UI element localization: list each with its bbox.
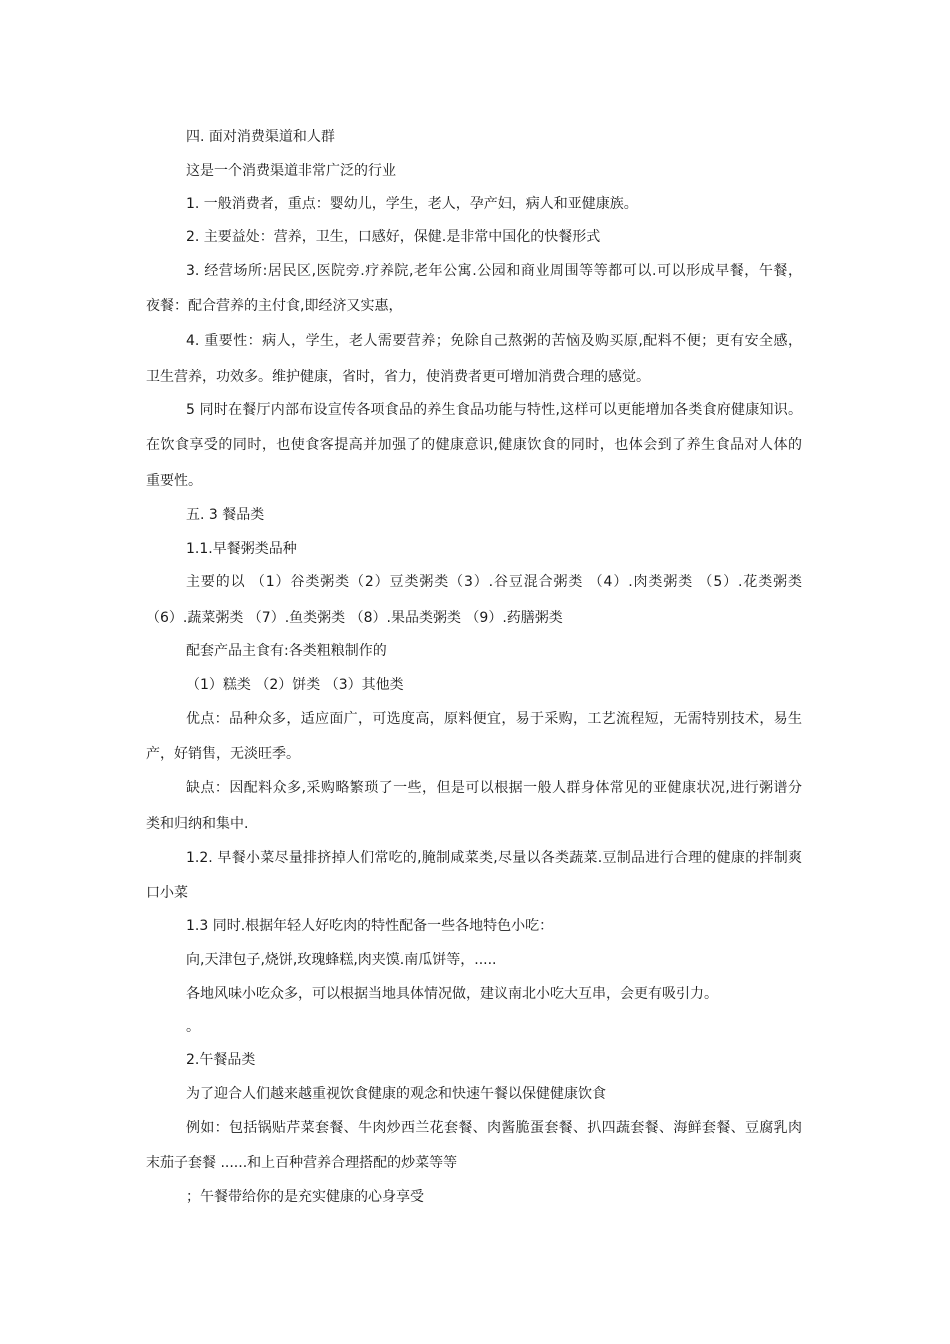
paragraph-line: 卫生营养，功效多。维护健康，省时，省力，使消费者更可增加消费合理的感觉。 xyxy=(146,369,650,385)
subheading-lunch: 2.午餐品类 xyxy=(186,1052,256,1068)
paragraph-line: （1）糕类 （2）饼类 （3）其他类 xyxy=(186,677,404,693)
paragraph-line: 这是一个消费渠道非常广泛的行业 xyxy=(186,163,396,179)
paragraph-line: 末茄子套餐 ......和上百种营养合理搭配的炒菜等等 xyxy=(146,1155,458,1171)
list-item-consumers: 1. 一般消费者，重点：婴幼儿，学生，老人，孕产妇，病人和亚健康族。 xyxy=(186,196,638,212)
paragraph-line: 配套产品主食有:各类粗粮制作的 xyxy=(186,643,387,659)
paragraph-examples: 例如：包括锅贴芹菜套餐、牛肉炒西兰花套餐、肉酱脆蛋套餐、扒四蔬套餐、海鲜套餐、豆腐乳肉 xyxy=(186,1120,802,1136)
paragraph-line: 类和归纳和集中. xyxy=(146,816,249,832)
paragraph-line: 主要的以 （1）谷类粥类（2）豆类粥类（3）.谷豆混合粥类 （4）.肉类粥类 （5）.花类粥类 xyxy=(186,574,802,590)
list-item-venues: 3. 经营场所:居民区,医院旁.疗养院,老年公寓.公园和商业周围等等都可以.可以形成早餐，午餐， xyxy=(186,263,802,279)
paragraph-line: 为了迎合人们越来越重视饮食健康的观念和快速午餐以保健健康饮食 xyxy=(186,1086,606,1102)
list-item-benefits: 2. 主要益处：营养，卫生，口感好，保健.是非常中国化的快餐形式 xyxy=(186,229,601,245)
paragraph-line: 在饮食享受的同时，也使食客提高并加强了的健康意识,健康饮食的同时，也体会到了养生食品对人体的 xyxy=(146,437,802,453)
paragraph-line: 向,天津包子,烧饼,玫瑰蜂糕,肉夹馍.南瓜饼等，..... xyxy=(186,952,497,968)
paragraph-line: 。 xyxy=(186,1019,200,1035)
list-item-promotion: 5 同时在餐厅内部布设宣传各项食品的养生食品功能与特性,这样可以更能增加各类食府健康知识。 xyxy=(186,402,802,418)
paragraph-advantages: 优点：品种众多，适应面广，可选度高，原料便宜，易于采购，工艺流程短，无需特别技术，易生 xyxy=(186,711,802,727)
section-heading-meal-categories: 五. 3 餐品类 xyxy=(186,507,265,523)
paragraph-line: 各地风味小吃众多，可以根据当地具体情况做，建议南北小吃大互串，会更有吸引力。 xyxy=(186,986,718,1002)
subheading-breakfast-sides: 1.2. 早餐小菜尽量排挤掉人们常吃的,腌制咸菜类,尽量以各类蔬菜.豆制品进行合理的健康的拌制爽 xyxy=(186,850,802,866)
subheading-snacks: 1.3 同时.根据年轻人好吃肉的特性配备一些各地特色小吃： xyxy=(186,918,554,934)
list-item-importance: 4. 重要性：病人，学生，老人需要营养；免除自己熬粥的苦恼及购买原,配料不便；更有安全感， xyxy=(186,333,802,349)
paragraph-line: ；午餐带给你的是充实健康的心身享受 xyxy=(186,1189,424,1205)
paragraph-line: （6）.蔬菜粥类 （7）.鱼类粥类 （8）.果品类粥类 （9）.药膳粥类 xyxy=(146,610,563,626)
paragraph-line: 重要性。 xyxy=(146,473,202,489)
paragraph-line: 口小菜 xyxy=(146,885,188,901)
section-heading-consumer-channels: 四. 面对消费渠道和人群 xyxy=(186,129,335,145)
paragraph-line: 产，好销售，无淡旺季。 xyxy=(146,746,300,762)
paragraph-line: 夜餐：配合营养的主付食,即经济又实惠， xyxy=(146,298,403,314)
subheading-breakfast-porridge: 1.1.早餐粥类品种 xyxy=(186,541,297,557)
paragraph-disadvantages: 缺点：因配料众多,采购略繁琐了一些，但是可以根据一般人群身体常见的亚健康状况,进行粥谱分 xyxy=(186,780,802,796)
